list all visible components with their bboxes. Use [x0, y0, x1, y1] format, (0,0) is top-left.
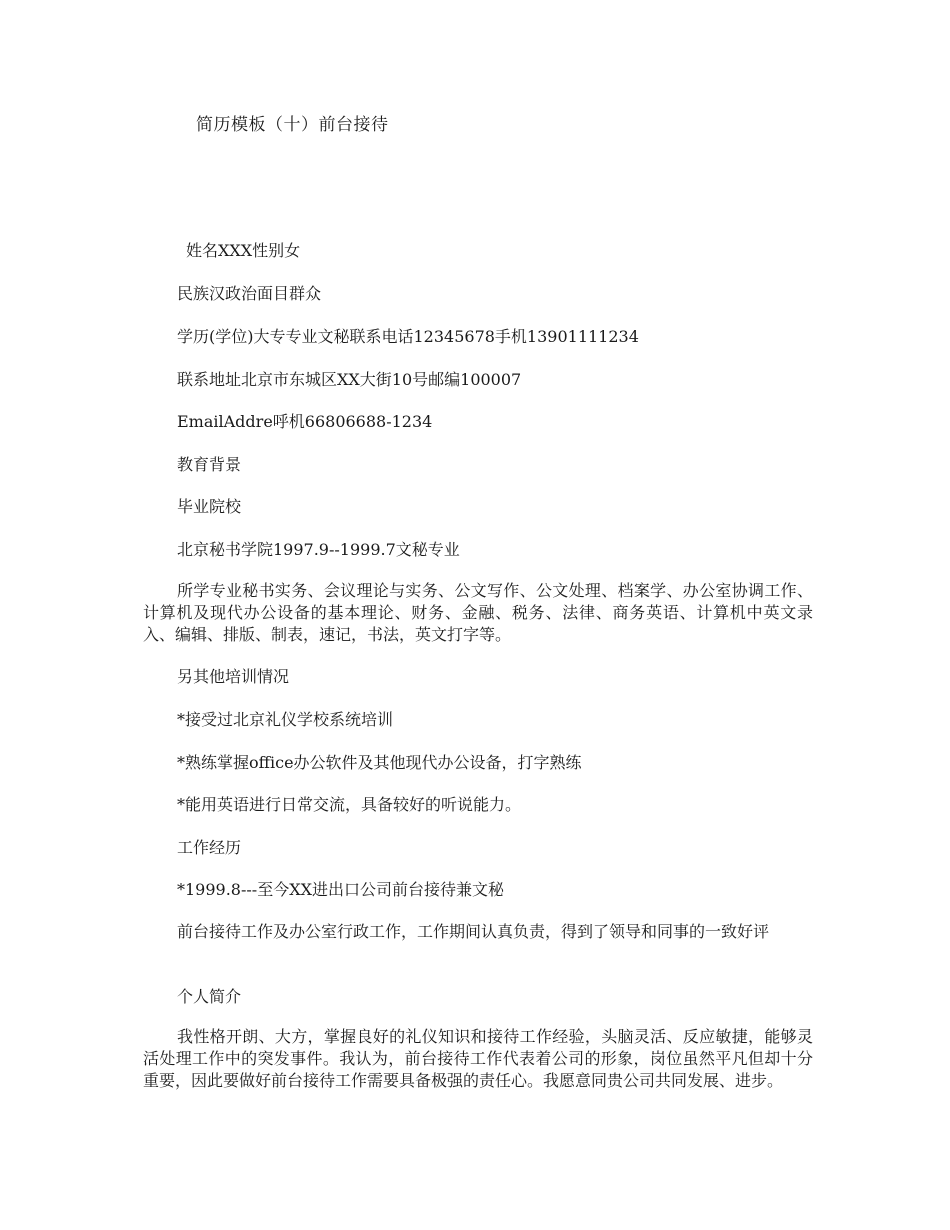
training-item: *接受过北京礼仪学校系统培训	[177, 710, 394, 729]
ethnicity-politics-line: 民族汉政治面目群众	[177, 284, 322, 303]
profile-paragraph: 我性格开朗、大方，掌握良好的礼仪知识和接待工作经验，头脑灵活、反应敏捷，能够灵活处理工作中的突发事件。我认为，前台接待工作代表着公司的形象，岗位虽然平凡但却十分重要，因此要做好前台接待工作需要具备极强的责任心。我愿意同贵公司共同发展、进步。	[143, 1027, 813, 1090]
training-item: *熟练掌握office办公软件及其他现代办公设备，打字熟练	[177, 753, 582, 772]
work-heading: 工作经历	[177, 838, 242, 857]
education-heading: 教育背景	[177, 455, 242, 474]
name-gender-line: 姓名XXX性别女	[186, 241, 301, 260]
document-title: 简历模板（十）前台接待	[196, 115, 389, 135]
training-item: *能用英语进行日常交流，具备较好的听说能力。	[177, 795, 522, 814]
school-line: 北京秘书学院1997.9--1999.7文秘专业	[177, 540, 460, 559]
email-pager-line: EmailAddre呼机66806688-1234	[177, 412, 433, 431]
school-heading: 毕业院校	[177, 497, 242, 516]
education-contact-line: 学历(学位)大专专业文秘联系电话12345678手机13901111234	[177, 327, 639, 346]
work-paragraph: 前台接待工作及办公室行政工作，工作期间认真负责，得到了领导和同事的一致好评	[177, 922, 770, 941]
profile-heading: 个人简介	[177, 987, 242, 1006]
study-paragraph: 所学专业秘书实务、会议理论与实务、公文写作、公文处理、档案学、办公室协调工作、计算机及现代办公设备的基本理论、财务、金融、税务、法律、商务英语、计算机中英文录入、编辑、排版、制表，速记，书法，英文打字等。	[143, 581, 813, 644]
address-line: 联系地址北京市东城区XX大街10号邮编100007	[177, 370, 522, 389]
training-heading: 另其他培训情况	[177, 667, 290, 686]
work-item: *1999.8---至今XX进出口公司前台接待兼文秘	[177, 880, 504, 899]
